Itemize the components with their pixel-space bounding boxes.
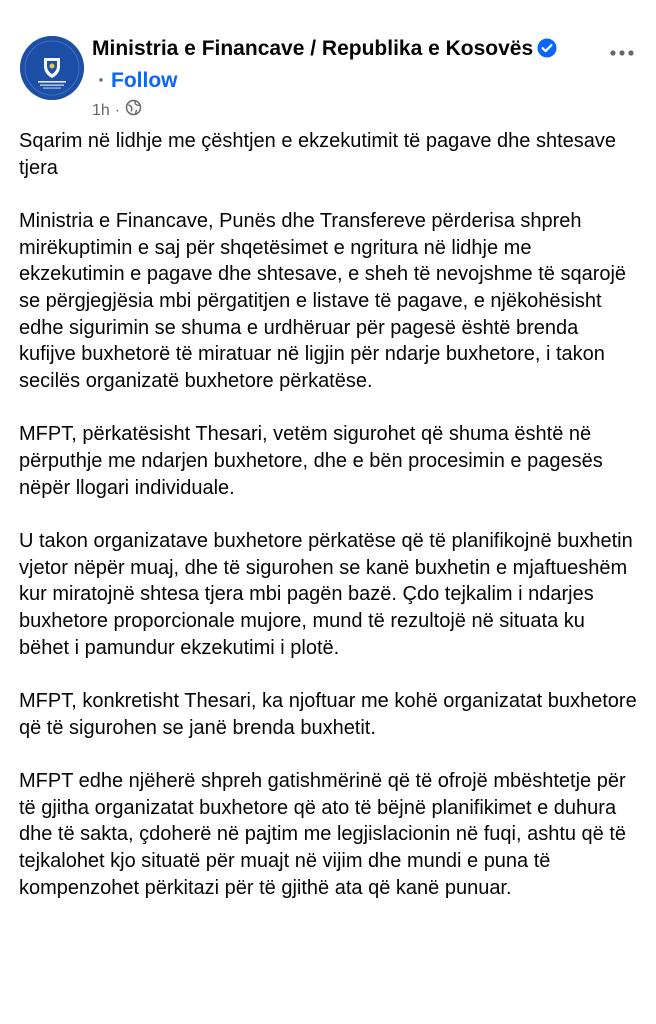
globe-icon[interactable]: [125, 99, 142, 122]
more-options-button[interactable]: [602, 38, 642, 68]
ministry-logo-icon: [20, 36, 84, 100]
name-line: [92, 34, 562, 95]
post-paragraph-4: MFPT, konkretisht Thesari, ka njoftuar me kohë organizatat buxhetore që të sigurohen se janë brenda buxhetit.: [19, 690, 637, 739]
ellipsis-icon: [609, 49, 635, 57]
meta-separator: ·: [114, 101, 121, 119]
post-timestamp[interactable]: 1h: [92, 101, 110, 119]
post-paragraph-1: Ministria e Financave, Punës dhe Transfereve përderisa shpreh mirëkuptimin e saj për shqetësimet e ngritura në lidhje me ekzekutimin e pagave dhe shtesave, e sheh të nevojshme të sqarojë se përgjegjësia mbi përgatitjen e listave të pagave, e njëkohësisht edhe sigurimin se shuma e urdhëruar për pagesë është brenda kufijve buxhetorë të miratuar në ligjin për ndarje buxhetore, i takon secilës organizatë buxhetore përkatëse.: [19, 210, 627, 392]
post-meta: [92, 99, 562, 122]
post-title: Sqarim në lidhje me çështjen e ekzekutimit të pagave dhe shtesave tjera: [19, 130, 617, 179]
verified-badge-icon: [537, 37, 557, 66]
post-paragraph-5: MFPT edhe njëherë shpreh gatishmërinë që të ofrojë mbështetje për të gjitha organizatat buxhetore që ato të bëjnë planifikimet e duhura dhe të sakta, çdoherë në pajtim me legjislacionin në fuqi, ashtu që të tejkalohet kjo situatë për muajt në vijim dhe mundi e puna të kompenzohet përkitazi për të gjithë ata që kanë punuar.: [19, 770, 627, 899]
post-paragraph-3: U takon organizatave buxhetore përkatëse që të planifikojnë buxhetin vjetor nëpër muaj, dhe të sigurohen se kanë buxhetin e mjaftueshëm kur miratojnë shtesa tjera mbi pagën bazë. Çdo tejkalim i ndarjes buxhetore proporcionale mujore, mund të rezultojë në situata ku bëhet i pamundur ekzekutimi i plotë.: [19, 530, 633, 659]
header-text: [92, 34, 562, 122]
post-paragraph-2: MFPT, përkatësisht Thesari, vetëm sigurohet që shuma është në përputhje me ndarjen buxhetore, dhe e bën procesimin e pagesës nëpër llogari individuale.: [19, 423, 603, 499]
page-name-link[interactable]: Ministria e Financave / Republika e Kosovës: [92, 37, 534, 60]
post-body: [19, 128, 639, 928]
follow-button[interactable]: Follow: [111, 69, 178, 92]
page-avatar[interactable]: [20, 36, 84, 100]
post-header: [14, 34, 642, 124]
header-dot-separator: ·: [98, 69, 105, 92]
